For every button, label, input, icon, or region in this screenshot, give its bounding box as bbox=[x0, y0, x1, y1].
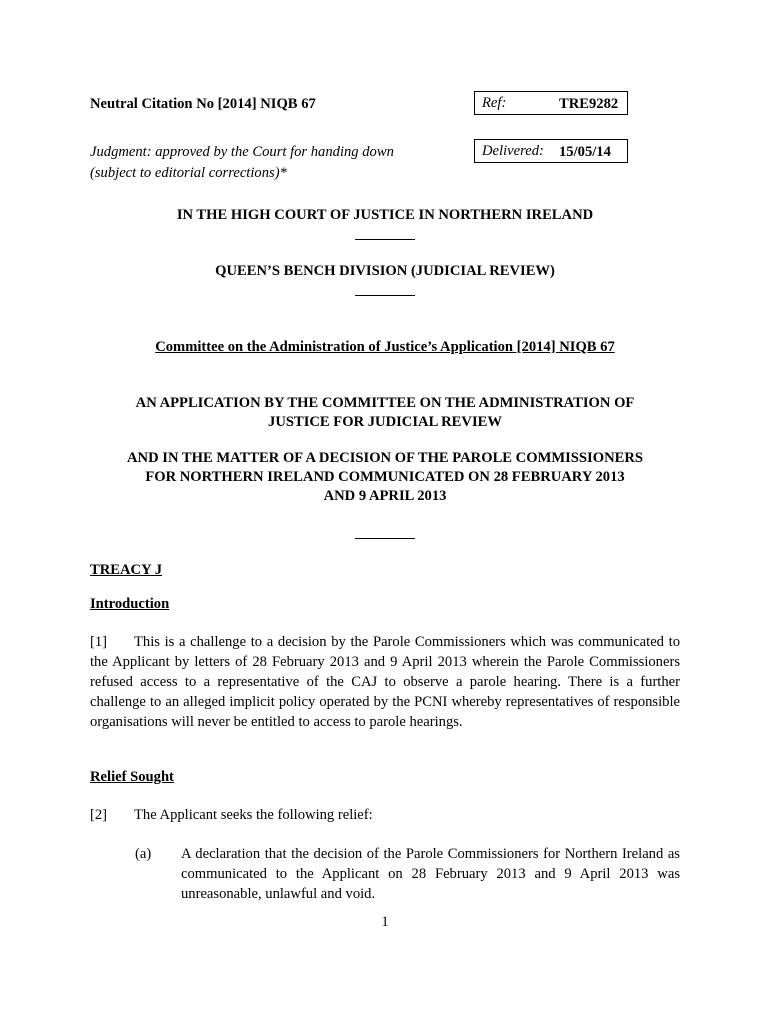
judgment-note-line2: (subject to editorial corrections)* bbox=[90, 165, 287, 181]
application-line2: JUSTICE FOR JUDICIAL REVIEW bbox=[268, 414, 502, 430]
paragraph-1 bbox=[90, 632, 680, 732]
page-number: 1 bbox=[381, 914, 389, 930]
matter-line3: AND 9 APRIL 2013 bbox=[323, 488, 447, 504]
neutral-citation: Neutral Citation No [2014] NIQB 67 bbox=[90, 96, 316, 112]
heading-introduction: Introduction bbox=[90, 596, 170, 612]
matter-line1: AND IN THE MATTER OF A DECISION OF THE PAROLE COMMISSIONERS bbox=[127, 450, 643, 466]
paragraph-2 bbox=[90, 805, 373, 825]
delivered-label: Delivered: bbox=[482, 143, 544, 159]
court-name: IN THE HIGH COURT OF JUSTICE IN NORTHERN IRELAND bbox=[176, 207, 594, 223]
delivered-box bbox=[474, 139, 628, 163]
ref-value: TRE9282 bbox=[559, 96, 619, 112]
heading-relief-sought: Relief Sought bbox=[90, 769, 174, 785]
ref-label: Ref: bbox=[482, 95, 507, 111]
division-name: QUEEN’S BENCH DIVISION (JUDICIAL REVIEW) bbox=[215, 263, 555, 279]
divider bbox=[355, 538, 415, 539]
case-title: Committee on the Administration of Justice’s Application [2014] NIQB 67 bbox=[155, 339, 615, 355]
delivered-value: 15/05/14 bbox=[559, 144, 611, 160]
sub-item-text: A declaration that the decision of the Parole Commissioners for Northern Ireland as communicated to the Applicant on 28 February 2013 and 9 April 2013 was unreasonable, unlawful and void. bbox=[181, 846, 680, 902]
divider bbox=[355, 295, 415, 296]
application-line1: AN APPLICATION BY THE COMMITTEE ON THE ADMINISTRATION OF bbox=[135, 395, 635, 411]
paragraph-number: [2] bbox=[90, 807, 108, 823]
divider bbox=[355, 239, 415, 240]
paragraph-text: The Applicant seeks the following relief: bbox=[134, 807, 373, 823]
judge-name: TREACY J bbox=[90, 562, 163, 578]
judgment-note-line1: Judgment: approved by the Court for handing down bbox=[90, 144, 394, 160]
ref-box bbox=[474, 91, 628, 115]
sub-item-number: (a) bbox=[135, 846, 152, 862]
paragraph-text: This is a challenge to a decision by the Parole Commissioners which was communicated to the Applicant by letters of 28 February 2013 and 9 April 2013 wherein the Parole Commissioners refused access to a representative of the CAJ to observe a parole hearing. There is a further challenge to an alleged implicit policy operated by the PCNI whereby representatives of responsible organisations will never be entitled to access to parole hearings. bbox=[90, 634, 680, 730]
paragraph-number: [1] bbox=[90, 634, 108, 650]
matter-line2: FOR NORTHERN IRELAND COMMUNICATED ON 28 FEBRUARY 2013 bbox=[145, 469, 625, 485]
